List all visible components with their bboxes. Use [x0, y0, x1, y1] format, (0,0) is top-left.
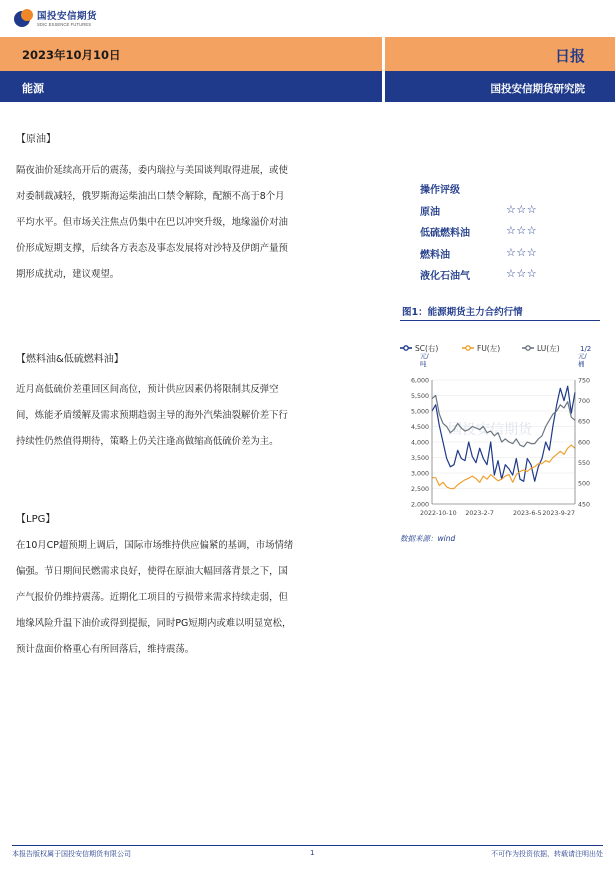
legend-label: FU(左)	[477, 344, 501, 353]
section-body-lpg	[16, 533, 368, 663]
section-title-lpg: 【LPG】	[16, 514, 56, 525]
figure-title-rule	[400, 320, 600, 321]
x-tick: 2023-9-27	[542, 510, 575, 517]
rating-row	[420, 224, 537, 246]
y-left-tick: 2,000	[410, 501, 429, 509]
body-line: 近月高低硫价差重回区间高位，预计供应因素仍将限制其反弹空	[16, 384, 279, 395]
footer-page-number: 1	[310, 849, 315, 857]
series-line-fu	[432, 445, 575, 488]
footer-disclaimer: 不可作为投资依据，转载请注明出处	[491, 850, 603, 858]
company-logo	[14, 9, 97, 29]
rating-stars: ☆☆☆	[506, 224, 538, 237]
y-left-tick: 2,500	[410, 485, 429, 493]
y-right-tick: 450	[578, 501, 591, 509]
rating-stars: ☆☆☆	[506, 245, 538, 259]
chart-grid	[432, 380, 575, 504]
body-line: 间，炼能矛盾缓解及需求预期趋弱主导的海外汽柴油裂解价差下行	[16, 410, 288, 421]
rating-stars: ☆☆☆	[506, 202, 538, 216]
legend-marker	[526, 346, 530, 350]
y-right-unit: 元/桶	[578, 352, 587, 368]
y-left-tick: 4,000	[410, 439, 429, 447]
x-tick: 2023-2-7	[465, 510, 494, 517]
y-left-tick: 3,500	[410, 454, 429, 462]
rating-name: 低硫燃料油	[420, 228, 470, 239]
body-line: 偏强。节日期间民燃需求良好，使得在原油大幅回落背景之下，国	[16, 566, 288, 577]
section-body-crude-oil	[16, 158, 368, 288]
body-line: 对委制裁减轻，俄罗斯海运柴油出口禁令解除，配额不高于8个月	[16, 191, 285, 202]
section-title-fuel-oil: 【燃料油&低硫燃料油】	[16, 354, 124, 365]
rating-stars: ☆☆☆	[506, 267, 538, 280]
rating-name: 原油	[420, 206, 440, 218]
figure-source: 数据来源：wind	[400, 534, 456, 543]
x-tick: 2022-10-10	[420, 510, 457, 517]
rating-row	[420, 203, 537, 225]
chart-watermark: 国投安信期货	[448, 422, 532, 438]
rating-name: 燃料油	[420, 249, 450, 261]
y-right-tick: 500	[578, 480, 591, 488]
body-line: 平均水平。但市场关注焦点仍集中在巴以冲突升级，地缘溢价对油	[16, 217, 288, 228]
body-line: 产气报价仍维持震荡。近期化工项目的亏损带来需求持续走弱，但	[16, 592, 288, 603]
legend-marker	[466, 346, 470, 350]
logo-mark-icon	[14, 9, 34, 29]
body-line: 隔夜油价延续高开后的震荡，委内瑞拉与美国谈判取得进展，或使	[16, 165, 288, 176]
y-left-unit: 元/吨	[420, 352, 429, 368]
section-body-fuel-oil	[16, 377, 368, 455]
body-line: 持续性仍然值得期待，策略上仍关注逢高做缩高低硫价差为主。	[16, 436, 279, 447]
footer-rule	[12, 845, 603, 846]
rating-row	[420, 267, 537, 289]
rating-row	[420, 246, 537, 268]
y-left-tick: 6,000	[410, 377, 429, 385]
y-right-tick: 700	[578, 397, 591, 405]
report-type: 日报	[554, 47, 585, 65]
header-band-divider	[382, 37, 385, 102]
report-sector: 能源	[22, 82, 44, 95]
energy-futures-chart	[382, 330, 604, 528]
report-date: 2023年10月10日	[22, 48, 121, 62]
body-line: 预计盘面价格重心有所回落后，维持震荡。	[16, 644, 195, 655]
footer-copyright: 本报告版权属于国投安信期货有限公司	[12, 850, 131, 858]
y-right-tick: 750	[578, 377, 591, 385]
body-line: 在10月CP超预期上调后，国际市场维持供应偏紧的基调，市场情绪	[16, 540, 294, 551]
y-right-tick: 550	[578, 459, 591, 467]
body-line: 地缘风险升温下油价或得到提振，同时PG短期内或难以明显宽松，	[16, 618, 292, 629]
logo-text: 国投安信期货	[37, 10, 98, 22]
institute-name: 国投安信期货研究院	[490, 83, 585, 95]
y-right-tick: 600	[578, 439, 591, 447]
figure-title: 图1：能源期货主力合约行情	[402, 307, 523, 318]
legend-page: 1/2	[580, 345, 592, 353]
legend-label: LU(左)	[537, 344, 560, 353]
y-left-tick: 5,000	[410, 408, 429, 416]
section-title-crude-oil: 【原油】	[16, 134, 56, 145]
rating-title: 操作评级	[420, 185, 460, 196]
y-left-tick: 4,500	[410, 423, 429, 431]
rating-panel	[420, 181, 537, 289]
rating-name: 液化石油气	[420, 271, 470, 282]
legend-marker	[404, 346, 408, 350]
body-line: 期形成扰动，建议观望。	[16, 269, 120, 280]
body-line: 价形成短期支撑，后续各方表态及事态发展将对沙特及伊朗产量预	[16, 243, 288, 254]
x-tick: 2023-6-5	[513, 510, 542, 517]
y-left-tick: 5,500	[410, 392, 429, 400]
logo-english-text: SDIC ESSENCE FUTURES	[37, 21, 92, 27]
legend-label: SC(右)	[415, 344, 439, 353]
y-left-tick: 3,000	[410, 470, 429, 478]
y-right-tick: 650	[578, 418, 591, 426]
